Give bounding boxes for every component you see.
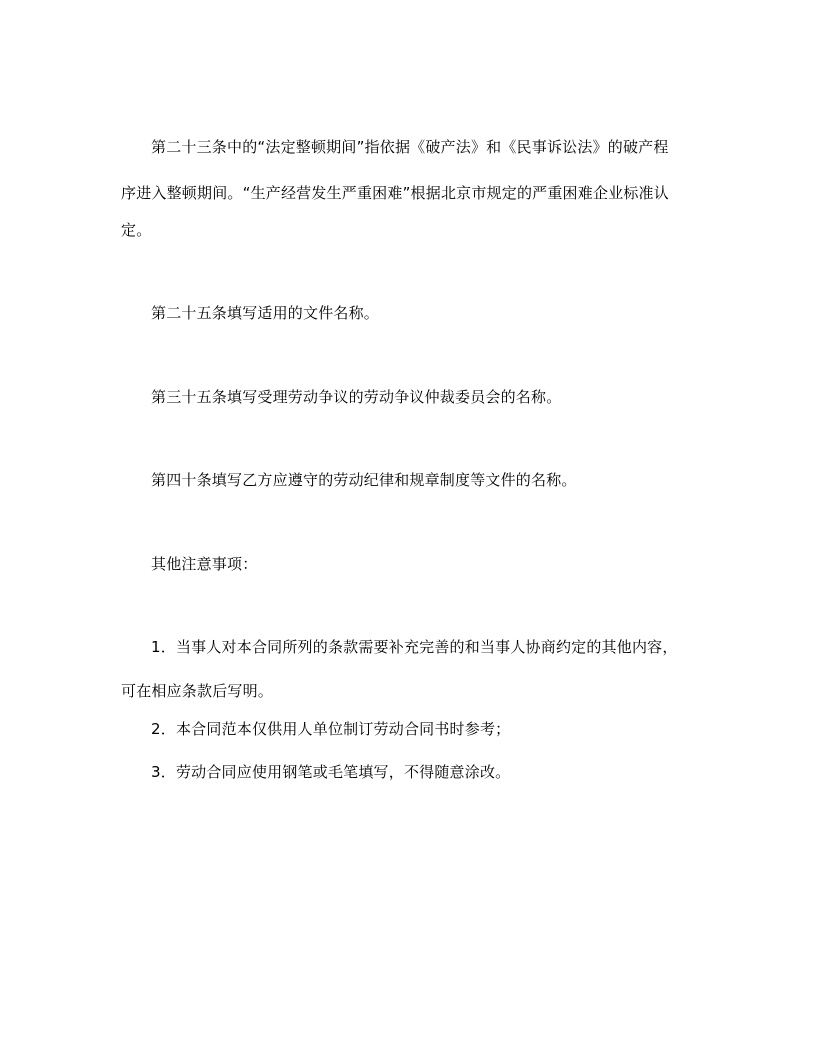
note-item-3: 3．劳动合同应使用钢笔或毛笔填写，不得随意涂改。: [151, 763, 511, 781]
note-item-1-line-1: 1．当事人对本合同所列的条款需要补充完善的和当事人协商约定的其他内容，: [151, 638, 678, 656]
paragraph-article-23-line-2: 序进入整顿期间。“生产经营发生严重困难”根据北京市规定的严重困难企业标准认: [121, 184, 669, 202]
paragraph-article-23-line-3: 定。: [121, 221, 152, 239]
paragraph-article-35: 第三十五条填写受理劳动争议的劳动争议仲裁委员会的名称。: [151, 388, 562, 406]
note-item-1-line-2: 可在相应条款后写明。: [121, 682, 274, 700]
paragraph-article-23-line-1: 第二十三条中的“法定整顿期间”指依据《破产法》和《民事诉讼法》的破产程: [151, 138, 669, 156]
paragraph-article-40: 第四十条填写乙方应遵守的劳动纪律和规章制度等文件的名称。: [151, 471, 577, 489]
paragraph-other-notes-heading: 其他注意事项：: [151, 555, 258, 573]
paragraph-article-25: 第二十五条填写适用的文件名称。: [151, 304, 380, 322]
note-item-2: 2．本合同范本仅供用人单位制订劳动合同书时参考；: [151, 720, 511, 738]
